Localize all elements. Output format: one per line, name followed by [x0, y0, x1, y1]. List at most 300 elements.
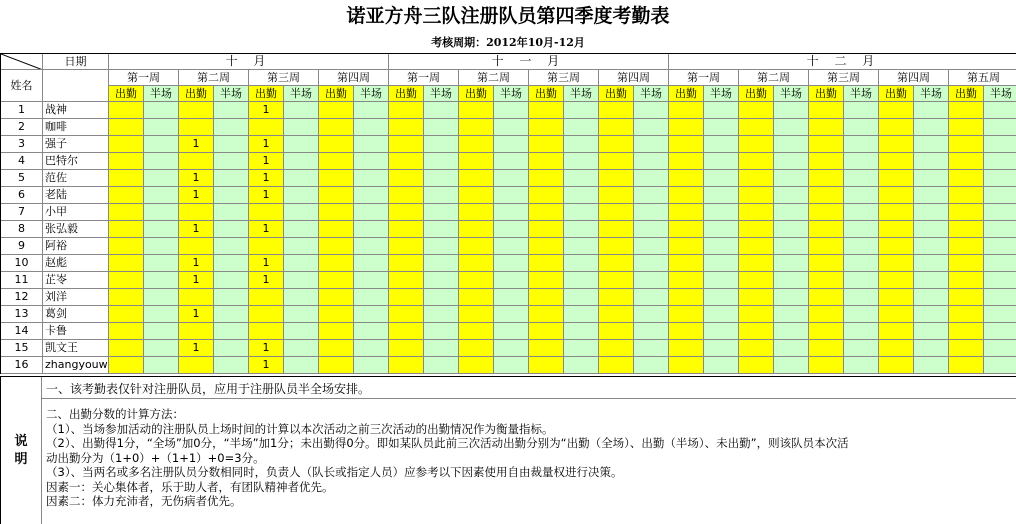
- member-name: zhangyouw: [43, 357, 109, 374]
- member-name: 葛剑: [43, 306, 109, 323]
- half-cell: [634, 340, 669, 357]
- attend-cell: [809, 136, 844, 153]
- attend-cell: [319, 340, 354, 357]
- half-header: 半场: [844, 86, 879, 102]
- attend-cell: [459, 306, 494, 323]
- attend-cell: [599, 255, 634, 272]
- attend-cell: [669, 323, 704, 340]
- attend-cell: [739, 255, 774, 272]
- member-name: 卡鲁: [43, 323, 109, 340]
- half-cell: [774, 204, 809, 221]
- attend-cell: [389, 119, 424, 136]
- attend-cell: [879, 289, 914, 306]
- attendance-table: [0, 53, 1016, 374]
- member-name: 老陆: [43, 187, 109, 204]
- attend-cell: [529, 289, 564, 306]
- half-cell: [704, 289, 739, 306]
- attend-cell: [949, 136, 984, 153]
- note-line: 动出勤分为（1+0）+（1+1）+0=3分。: [46, 450, 265, 465]
- half-cell: [634, 255, 669, 272]
- attend-cell: [529, 170, 564, 187]
- notes-label-bottom: 明: [14, 451, 28, 467]
- half-cell: [774, 119, 809, 136]
- half-cell: [424, 102, 459, 119]
- attend-header: 出勤: [809, 86, 844, 102]
- half-cell: [284, 136, 319, 153]
- attend-cell: [249, 306, 284, 323]
- attend-cell: [459, 340, 494, 357]
- attend-cell: [459, 272, 494, 289]
- attend-cell: [109, 255, 144, 272]
- week-header: 第一周: [669, 70, 739, 86]
- attend-cell: [739, 272, 774, 289]
- attend-cell: [879, 119, 914, 136]
- half-cell: [494, 170, 529, 187]
- half-cell: [354, 255, 389, 272]
- half-cell: [844, 272, 879, 289]
- half-cell: [494, 357, 529, 374]
- attend-cell: 1: [249, 102, 284, 119]
- attend-cell: [529, 306, 564, 323]
- half-cell: [144, 221, 179, 238]
- half-cell: [214, 119, 249, 136]
- row-number: 6: [1, 187, 43, 204]
- half-cell: [844, 306, 879, 323]
- attend-cell: [949, 153, 984, 170]
- half-cell: [424, 340, 459, 357]
- row-number: 11: [1, 272, 43, 289]
- half-cell: [704, 255, 739, 272]
- half-header: 半场: [984, 86, 1016, 102]
- attend-cell: [949, 119, 984, 136]
- attend-cell: [319, 272, 354, 289]
- half-cell: [494, 289, 529, 306]
- week-header: 第二周: [459, 70, 529, 86]
- attend-cell: [109, 289, 144, 306]
- half-cell: [564, 119, 599, 136]
- half-header: 半场: [214, 86, 249, 102]
- half-cell: [634, 136, 669, 153]
- half-cell: [984, 204, 1016, 221]
- attend-cell: [739, 187, 774, 204]
- row-number: 5: [1, 170, 43, 187]
- half-cell: [144, 340, 179, 357]
- half-cell: [564, 102, 599, 119]
- member-name: 凯文王: [43, 340, 109, 357]
- attend-cell: [949, 255, 984, 272]
- attend-cell: [529, 238, 564, 255]
- half-cell: [984, 136, 1016, 153]
- half-cell: [634, 323, 669, 340]
- attend-cell: [109, 187, 144, 204]
- half-cell: [634, 102, 669, 119]
- half-cell: [914, 289, 949, 306]
- attend-cell: [599, 119, 634, 136]
- attend-cell: [809, 204, 844, 221]
- attend-cell: [599, 187, 634, 204]
- half-cell: [984, 306, 1016, 323]
- half-cell: [214, 289, 249, 306]
- member-name: 赵彪: [43, 255, 109, 272]
- half-cell: [774, 272, 809, 289]
- attend-cell: 1: [179, 255, 214, 272]
- half-cell: [284, 272, 319, 289]
- attend-cell: [109, 136, 144, 153]
- half-cell: [564, 323, 599, 340]
- attend-cell: [669, 289, 704, 306]
- attend-cell: [669, 119, 704, 136]
- half-header: 半场: [774, 86, 809, 102]
- half-cell: [494, 204, 529, 221]
- attend-cell: [809, 187, 844, 204]
- half-cell: [214, 272, 249, 289]
- half-cell: [634, 289, 669, 306]
- attend-cell: [739, 323, 774, 340]
- half-cell: [774, 306, 809, 323]
- half-cell: [774, 187, 809, 204]
- attend-cell: 1: [179, 136, 214, 153]
- attend-cell: [739, 340, 774, 357]
- row-number: 7: [1, 204, 43, 221]
- half-cell: [284, 306, 319, 323]
- half-cell: [984, 340, 1016, 357]
- attend-cell: [739, 289, 774, 306]
- attend-cell: [669, 204, 704, 221]
- half-cell: [284, 102, 319, 119]
- attend-cell: [739, 136, 774, 153]
- half-cell: [284, 289, 319, 306]
- attend-cell: [739, 119, 774, 136]
- half-cell: [984, 272, 1016, 289]
- attend-header: 出勤: [739, 86, 774, 102]
- attend-cell: [459, 119, 494, 136]
- attend-cell: [249, 119, 284, 136]
- half-cell: [704, 272, 739, 289]
- attend-cell: [319, 323, 354, 340]
- attend-cell: [179, 323, 214, 340]
- half-cell: [144, 136, 179, 153]
- attend-cell: [669, 255, 704, 272]
- half-cell: [284, 187, 319, 204]
- half-cell: [634, 153, 669, 170]
- attend-cell: [109, 238, 144, 255]
- attend-cell: [459, 136, 494, 153]
- attend-cell: [109, 221, 144, 238]
- attend-cell: [529, 136, 564, 153]
- half-cell: [704, 357, 739, 374]
- half-cell: [914, 357, 949, 374]
- attend-cell: [739, 238, 774, 255]
- half-cell: [214, 136, 249, 153]
- attend-cell: [389, 221, 424, 238]
- row-number: 13: [1, 306, 43, 323]
- half-cell: [704, 102, 739, 119]
- half-cell: [914, 323, 949, 340]
- half-cell: [914, 272, 949, 289]
- note-line: （2）、出勤得1分，“全场”加0分，“半场”加1分；未出勤得0分。即如某队员此前三次活动出勤分别为“出勤（全场）、出勤（半场）、未出勤”，则该队员本次活: [46, 436, 849, 450]
- attend-cell: [109, 357, 144, 374]
- attend-cell: [319, 221, 354, 238]
- attend-cell: 1: [249, 187, 284, 204]
- half-cell: [424, 289, 459, 306]
- half-cell: [914, 204, 949, 221]
- attend-cell: [109, 153, 144, 170]
- half-cell: [564, 136, 599, 153]
- attend-cell: [319, 357, 354, 374]
- half-cell: [564, 170, 599, 187]
- attend-cell: [739, 170, 774, 187]
- half-cell: [354, 306, 389, 323]
- half-cell: [634, 204, 669, 221]
- attend-cell: [319, 238, 354, 255]
- half-cell: [774, 323, 809, 340]
- half-cell: [284, 204, 319, 221]
- attend-cell: [389, 238, 424, 255]
- attend-cell: [599, 221, 634, 238]
- half-cell: [914, 306, 949, 323]
- attend-cell: 1: [249, 357, 284, 374]
- half-cell: [284, 221, 319, 238]
- week-header: 第一周: [389, 70, 459, 86]
- half-cell: [144, 289, 179, 306]
- attend-cell: [319, 136, 354, 153]
- half-cell: [704, 119, 739, 136]
- attend-cell: [809, 102, 844, 119]
- row-number: 2: [1, 119, 43, 136]
- half-cell: [844, 323, 879, 340]
- attend-cell: [809, 306, 844, 323]
- half-cell: [494, 306, 529, 323]
- attend-cell: [389, 170, 424, 187]
- half-cell: [844, 187, 879, 204]
- attend-cell: [459, 153, 494, 170]
- half-cell: [354, 102, 389, 119]
- attend-header: 出勤: [179, 86, 214, 102]
- half-cell: [494, 153, 529, 170]
- week-header: 第一周: [109, 70, 179, 86]
- half-cell: [984, 221, 1016, 238]
- half-cell: [774, 289, 809, 306]
- attend-cell: [949, 221, 984, 238]
- attend-cell: [389, 306, 424, 323]
- half-cell: [844, 153, 879, 170]
- half-cell: [844, 340, 879, 357]
- half-cell: [704, 170, 739, 187]
- week-header: 第四周: [599, 70, 669, 86]
- attend-cell: [389, 357, 424, 374]
- half-cell: [354, 119, 389, 136]
- week-header: 第五周: [949, 70, 1016, 86]
- attend-cell: [109, 323, 144, 340]
- attend-cell: [809, 238, 844, 255]
- member-name: 咖啡: [43, 119, 109, 136]
- attend-cell: [459, 323, 494, 340]
- attend-header: 出勤: [109, 86, 144, 102]
- attend-cell: [529, 221, 564, 238]
- attend-cell: [669, 272, 704, 289]
- attend-header: 出勤: [389, 86, 424, 102]
- attend-cell: [949, 170, 984, 187]
- row-number: 16: [1, 357, 43, 374]
- half-header: 半场: [494, 86, 529, 102]
- half-cell: [844, 102, 879, 119]
- half-cell: [424, 204, 459, 221]
- half-cell: [214, 323, 249, 340]
- half-cell: [354, 153, 389, 170]
- attend-cell: [879, 238, 914, 255]
- half-cell: [774, 357, 809, 374]
- attend-cell: [669, 187, 704, 204]
- attend-cell: [669, 357, 704, 374]
- half-cell: [774, 340, 809, 357]
- attend-cell: [879, 272, 914, 289]
- attend-header: 出勤: [529, 86, 564, 102]
- attend-cell: [179, 238, 214, 255]
- half-cell: [424, 357, 459, 374]
- half-header: 半场: [914, 86, 949, 102]
- attend-cell: [809, 289, 844, 306]
- attend-cell: [879, 187, 914, 204]
- half-cell: [354, 357, 389, 374]
- attend-header: 出勤: [599, 86, 634, 102]
- half-cell: [284, 153, 319, 170]
- member-name: 阿裕: [43, 238, 109, 255]
- attend-cell: [669, 153, 704, 170]
- attend-cell: [529, 272, 564, 289]
- half-header: 半场: [144, 86, 179, 102]
- attend-cell: [599, 170, 634, 187]
- half-cell: [844, 238, 879, 255]
- half-cell: [564, 272, 599, 289]
- attend-cell: 1: [179, 170, 214, 187]
- attend-header: 出勤: [319, 86, 354, 102]
- row-number: 9: [1, 238, 43, 255]
- attend-header: 出勤: [669, 86, 704, 102]
- half-cell: [634, 170, 669, 187]
- attend-cell: [879, 153, 914, 170]
- half-cell: [424, 306, 459, 323]
- month-header: 十 月: [109, 54, 389, 70]
- week-header: 第三周: [249, 70, 319, 86]
- half-cell: [564, 289, 599, 306]
- half-cell: [214, 306, 249, 323]
- attend-cell: [599, 340, 634, 357]
- half-cell: [704, 221, 739, 238]
- attend-cell: [949, 238, 984, 255]
- attend-cell: [249, 204, 284, 221]
- half-cell: [424, 221, 459, 238]
- attend-cell: [109, 340, 144, 357]
- attend-cell: 1: [249, 136, 284, 153]
- half-header: 半场: [564, 86, 599, 102]
- attend-header: 出勤: [949, 86, 984, 102]
- attend-cell: [389, 340, 424, 357]
- attend-cell: [809, 221, 844, 238]
- attend-cell: [319, 187, 354, 204]
- attend-header: 出勤: [879, 86, 914, 102]
- half-header: 半场: [704, 86, 739, 102]
- attend-cell: [879, 357, 914, 374]
- attend-cell: 1: [249, 255, 284, 272]
- half-cell: [214, 238, 249, 255]
- half-cell: [564, 204, 599, 221]
- attend-cell: [529, 323, 564, 340]
- attend-cell: [109, 306, 144, 323]
- half-cell: [214, 187, 249, 204]
- half-cell: [494, 102, 529, 119]
- attend-cell: 1: [249, 340, 284, 357]
- half-cell: [144, 238, 179, 255]
- half-cell: [774, 238, 809, 255]
- assessment-period: 考核周期：2012年10月-12月: [431, 36, 585, 49]
- attend-cell: [529, 340, 564, 357]
- attend-cell: [109, 204, 144, 221]
- attend-header: 出勤: [249, 86, 284, 102]
- attend-cell: [179, 289, 214, 306]
- attend-cell: [179, 357, 214, 374]
- half-cell: [424, 119, 459, 136]
- half-cell: [494, 136, 529, 153]
- half-cell: [704, 323, 739, 340]
- half-cell: [144, 102, 179, 119]
- half-header: 半场: [284, 86, 319, 102]
- note-line: 二、出勤分数的计算方法：: [46, 407, 184, 421]
- half-cell: [284, 238, 319, 255]
- half-cell: [984, 323, 1016, 340]
- half-cell: [424, 238, 459, 255]
- attend-cell: [669, 306, 704, 323]
- half-cell: [634, 272, 669, 289]
- attend-cell: [319, 102, 354, 119]
- half-cell: [704, 306, 739, 323]
- attend-cell: [109, 102, 144, 119]
- attend-cell: [739, 204, 774, 221]
- attend-cell: [669, 340, 704, 357]
- half-cell: [214, 357, 249, 374]
- half-cell: [564, 187, 599, 204]
- half-cell: [844, 289, 879, 306]
- attend-cell: [319, 204, 354, 221]
- attend-header: 出勤: [459, 86, 494, 102]
- half-cell: [984, 170, 1016, 187]
- half-cell: [564, 340, 599, 357]
- attend-cell: [739, 221, 774, 238]
- half-cell: [634, 187, 669, 204]
- half-cell: [494, 323, 529, 340]
- half-cell: [634, 357, 669, 374]
- attend-cell: [809, 119, 844, 136]
- sheet-title: 诺亚方舟三队注册队员第四季度考勤表: [346, 5, 670, 27]
- attend-cell: [389, 255, 424, 272]
- half-cell: [914, 119, 949, 136]
- half-cell: [144, 187, 179, 204]
- attend-cell: 1: [249, 170, 284, 187]
- half-cell: [984, 102, 1016, 119]
- week-header: 第二周: [739, 70, 809, 86]
- attend-cell: 1: [179, 306, 214, 323]
- half-cell: [354, 170, 389, 187]
- half-cell: [284, 170, 319, 187]
- attend-cell: 1: [249, 221, 284, 238]
- half-cell: [354, 187, 389, 204]
- half-cell: [144, 255, 179, 272]
- half-cell: [564, 238, 599, 255]
- attend-cell: [949, 102, 984, 119]
- attend-cell: [669, 221, 704, 238]
- attend-cell: [529, 187, 564, 204]
- week-header: 第三周: [809, 70, 879, 86]
- half-cell: [424, 153, 459, 170]
